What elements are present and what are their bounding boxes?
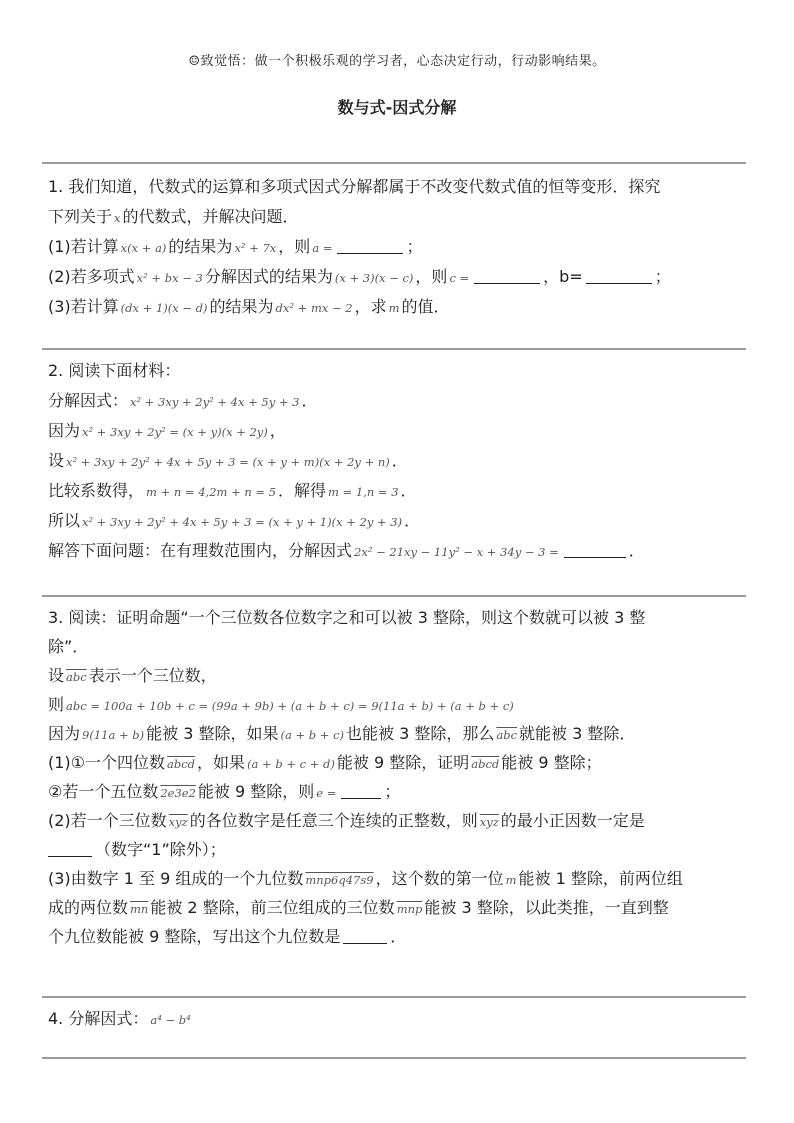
math-expression: 2x² − 21xy − 11y² − x + 34y − 3 = [354, 545, 559, 559]
q1-text: 的结果为 [209, 297, 274, 316]
q3-text: (2)若一个三位数 [48, 811, 167, 830]
math-expression: dx² + mx − 2 [275, 301, 353, 315]
q1-text: (2)若多项式 [48, 267, 135, 286]
math-expression: $\overline{mn}$ [130, 902, 149, 916]
q1-text: 下列关于 [48, 207, 113, 226]
math-expression: x² + 3xy + 2y² + 4x + 5y + 3 [130, 395, 300, 409]
q3-text: ，如果 [197, 753, 246, 772]
q2-line [48, 536, 740, 566]
page-title: 数与式-因式分解 [337, 98, 457, 117]
math-expression: $\overline{mnp}$ [396, 902, 423, 916]
q3-text: 能被 3 整除，如果 [146, 724, 279, 743]
q2-text: ． [301, 391, 318, 410]
divider [42, 996, 746, 998]
q3-text: 因为 [48, 724, 81, 743]
divider [42, 348, 746, 350]
q4-text: 4. 分解因式： [48, 1009, 149, 1028]
q2-text: 比较系数得， [48, 481, 145, 500]
q1-line [48, 172, 740, 202]
answer-blank[interactable] [586, 265, 652, 284]
answer-blank[interactable] [474, 265, 540, 284]
q3-text: 成的两位数 [48, 898, 129, 917]
q2-text: 因为 [48, 421, 81, 440]
q3-line [48, 922, 740, 951]
q2-text: ．解得 [278, 481, 327, 500]
q3-text: 设 [48, 666, 65, 685]
q1-text: 的值． [401, 297, 450, 316]
math-expression: a⁴ − b⁴ [150, 1013, 191, 1027]
answer-blank[interactable] [341, 780, 381, 799]
math-variable: m [505, 873, 517, 887]
math-expression: x² + 3xy + 2y² + 4x + 5y + 3 = (x + y + 1)(x + 2y + 3) [82, 515, 403, 529]
q2-line [48, 356, 740, 386]
q3-text: 就能被 3 整除． [519, 724, 636, 743]
q1-text: ，求 [354, 297, 387, 316]
q3-line [48, 690, 740, 719]
q3-text: 则 [48, 695, 65, 714]
math-expression: (a + b + c) [280, 728, 344, 742]
q3-line [48, 603, 740, 632]
q2-text: ． [400, 481, 417, 500]
q4-line [48, 1004, 740, 1034]
q3-text: ，这个数的第一位 [375, 869, 504, 888]
q2-text: ， [269, 421, 286, 440]
q3-line [48, 893, 740, 922]
q1-text: 分解因式的结果为 [204, 267, 333, 286]
q1-text: (3)若计算 [48, 297, 119, 316]
math-expression: $\overline{xyz}$ [479, 815, 499, 829]
q1-part-3 [48, 292, 740, 322]
math-expression: a = [312, 241, 333, 255]
q1-part-1 [48, 232, 740, 262]
q2-text: 解答下面问题：在有理数范围内，分解因式 [48, 541, 353, 560]
question-1 [48, 172, 740, 322]
math-expression: m = 1,n = 3 [328, 485, 399, 499]
q1-text: ，b= [543, 267, 583, 286]
math-variable: x [114, 211, 121, 225]
q3-text: 能被 2 整除，前三位组成的三位数 [150, 898, 395, 917]
math-expression: (a + b + c + d) [247, 757, 335, 771]
math-expression: $\overline{xyz}$ [168, 815, 188, 829]
math-expression: (dx + 1)(x − d) [120, 301, 208, 315]
math-expression: m + n = 4,2m + n = 5 [146, 485, 277, 499]
math-expression: $\overline{abc}$ [496, 728, 518, 742]
q2-line [48, 416, 740, 446]
math-expression: $\overline{abc}$ [66, 670, 87, 684]
q3-line [48, 806, 740, 835]
math-expression: x² + 7x [234, 241, 277, 255]
q3-text: ②若一个五位数 [48, 782, 159, 801]
math-expression: x² + 3xy + 2y² = (x + y)(x + 2y) [82, 425, 268, 439]
q3-text: 表示一个三位数， [88, 666, 217, 685]
q1-text: ，则 [278, 237, 311, 256]
q3-text: ． [390, 927, 407, 946]
motto: ☺致觉悟：做一个积极乐观的学习者，心态决定行动，行动影响结果。 [188, 54, 606, 69]
q3-text: 能被 3 整除，以此类推，一直到整 [424, 898, 669, 917]
q3-line [48, 632, 740, 661]
q3-line [48, 777, 740, 806]
math-variable: m [388, 301, 400, 315]
q3-text: (3)由数字 1 至 9 组成的一个九位数 [48, 869, 304, 888]
q3-text: (1)①一个四位数 [48, 753, 166, 772]
q3-line [48, 864, 740, 893]
q1-text: ； [654, 267, 671, 286]
q3-text: 个九位数能被 9 整除，写出这个九位数是 [48, 927, 341, 946]
question-3 [48, 603, 740, 951]
q3-line [48, 719, 740, 748]
q1-text: ，则 [415, 267, 448, 286]
q3-text: 能被 9 整除，则 [197, 782, 315, 801]
divider [42, 1057, 746, 1059]
q2-line [48, 506, 740, 536]
q3-text: 也能被 3 整除，那么 [346, 724, 495, 743]
answer-blank[interactable] [343, 925, 387, 944]
math-expression: 9(11a + b) [82, 728, 145, 742]
q3-text: 的最小正因数一定是 [500, 811, 645, 830]
q2-text: ． [391, 451, 408, 470]
answer-blank[interactable] [564, 539, 626, 558]
q1-line [48, 202, 740, 232]
math-expression: (x + 3)(x − c) [334, 271, 414, 285]
q3-text: 能被 9 整除，证明 [336, 753, 470, 772]
q1-text: ； [406, 237, 423, 256]
math-expression: abcd [167, 757, 196, 771]
divider [42, 595, 746, 597]
q3-text: 的各位数字是任意三个连续的正整数，则 [189, 811, 478, 830]
q2-line [48, 386, 740, 416]
q3-text: 能被 9 整除； [501, 753, 602, 772]
math-expression: 2e3e2 [160, 786, 196, 800]
q2-text: ． [628, 541, 645, 560]
q2-text: 设 [48, 451, 65, 470]
math-expression: mnp6q47s9 [305, 873, 374, 887]
q1-text: 的结果为 [168, 237, 233, 256]
math-expression: c = [449, 271, 470, 285]
q2-line [48, 476, 740, 506]
math-expression: x(x + a) [120, 241, 167, 255]
q2-text: 2. 阅读下面材料： [48, 361, 181, 380]
q1-text: 1. 我们知道，代数式的运算和多项式因式分解都属于不改变代数式值的恒等变形．探究 [48, 177, 661, 196]
math-expression: x² + bx − 3 [136, 271, 203, 285]
q3-text: 能被 1 整除，前两位组 [518, 869, 683, 888]
math-expression: abc = 100a + 10b + c = (99a + 9b) + (a + b + c) = 9(11a + b) + (a + b + c) [66, 699, 514, 713]
q2-line [48, 446, 740, 476]
q3-text: 除”． [48, 637, 89, 656]
q3-line [48, 835, 740, 864]
answer-blank[interactable] [48, 838, 92, 857]
question-2 [48, 356, 740, 566]
q2-text: ． [404, 511, 421, 530]
q2-text: 所以 [48, 511, 81, 530]
math-expression: e = [316, 786, 337, 800]
q2-text: 分解因式： [48, 391, 129, 410]
q1-part-2 [48, 262, 740, 292]
q3-text: ； [384, 782, 401, 801]
math-expression: x² + 3xy + 2y² + 4x + 5y + 3 = (x + y + m)(x + 2y + n) [66, 455, 390, 469]
q1-text: (1)若计算 [48, 237, 119, 256]
math-expression: abcd [471, 757, 500, 771]
answer-blank[interactable] [337, 235, 403, 254]
q1-text: 的代数式，并解决问题． [122, 207, 299, 226]
q3-text: （数字“1”除外）； [95, 840, 226, 859]
q3-line [48, 661, 740, 690]
divider [42, 162, 746, 164]
q3-text: 3. 阅读：证明命题“一个三位数各位数字之和可以被 3 整除，则这个数就可以被 3 整 [48, 608, 646, 627]
question-4 [48, 1004, 740, 1034]
q3-line [48, 748, 740, 777]
